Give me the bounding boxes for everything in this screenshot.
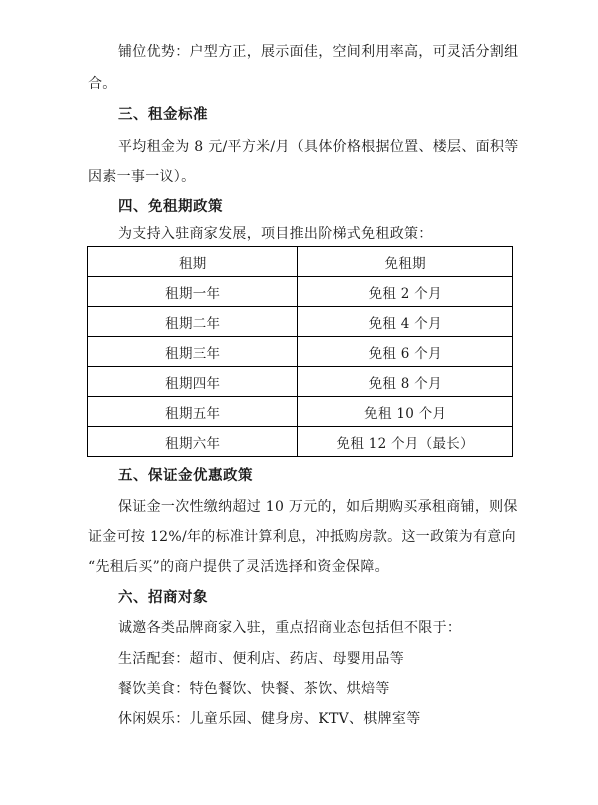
table-header-free-period: 免租期 xyxy=(298,247,513,277)
table-row xyxy=(88,277,513,307)
list-item: 生活配套：超市、便利店、药店、母婴用品等 xyxy=(118,651,404,667)
section-3-line-2: 因素一事一议）。 xyxy=(88,169,196,185)
table-cell-term: 租期六年 xyxy=(88,427,298,457)
intro-line-2: 合。 xyxy=(88,76,117,92)
table-cell-free-period: 免租 10 个月 xyxy=(298,397,513,427)
table-row xyxy=(88,337,513,367)
table-cell-term: 租期四年 xyxy=(88,367,298,397)
section-6-intro: 诚邀各类品牌商家入驻，重点招商业态包括但不限于： xyxy=(118,620,462,636)
section-5-line-1: 保证金一次性缴纳超过 10 万元的，如后期购买承租商铺，则保 xyxy=(118,499,518,515)
table-header-row xyxy=(88,247,513,277)
table-cell-free-period: 免租 8 个月 xyxy=(298,367,513,397)
table-cell-free-period: 免租 4 个月 xyxy=(298,307,513,337)
table-row xyxy=(88,307,513,337)
list-item: 休闲娱乐：儿童乐园、健身房、KTV、棋牌室等 xyxy=(118,711,421,727)
section-4-intro: 为支持入驻商家发展，项目推出阶梯式免租政策： xyxy=(118,226,433,242)
section-5-line-3: “先租后买”的商户提供了灵活选择和资金保障。 xyxy=(88,559,389,575)
table-cell-term: 租期三年 xyxy=(88,337,298,367)
table-cell-term: 租期一年 xyxy=(88,277,298,307)
section-3-line-1: 平均租金为 8 元/平方米/月（具体价格根据位置、楼层、面积等 xyxy=(118,139,519,155)
table-row xyxy=(88,427,513,457)
section-5-title: 五、保证金优惠政策 xyxy=(118,468,253,484)
table-header-term: 租期 xyxy=(88,247,298,277)
section-6-title: 六、招商对象 xyxy=(118,590,208,606)
table-cell-free-period: 免租 2 个月 xyxy=(298,277,513,307)
table-row xyxy=(88,367,513,397)
rent-free-table xyxy=(87,246,513,457)
table-cell-term: 租期二年 xyxy=(88,307,298,337)
section-3-title: 三、租金标准 xyxy=(118,107,208,123)
table-cell-term: 租期五年 xyxy=(88,397,298,427)
table-row xyxy=(88,397,513,427)
table-cell-free-period: 免租 6 个月 xyxy=(298,337,513,367)
table-cell-free-period: 免租 12 个月（最长） xyxy=(298,427,513,457)
intro-line-1: 铺位优势：户型方正，展示面佳，空间利用率高，可灵活分割组 xyxy=(118,44,519,60)
section-4-title: 四、免租期政策 xyxy=(118,199,223,215)
section-5-line-2: 证金可按 12%/年的标准计算利息，冲抵购房款。这一政策为有意向 xyxy=(88,529,516,545)
list-item: 餐饮美食：特色餐饮、快餐、茶饮、烘焙等 xyxy=(118,681,390,697)
